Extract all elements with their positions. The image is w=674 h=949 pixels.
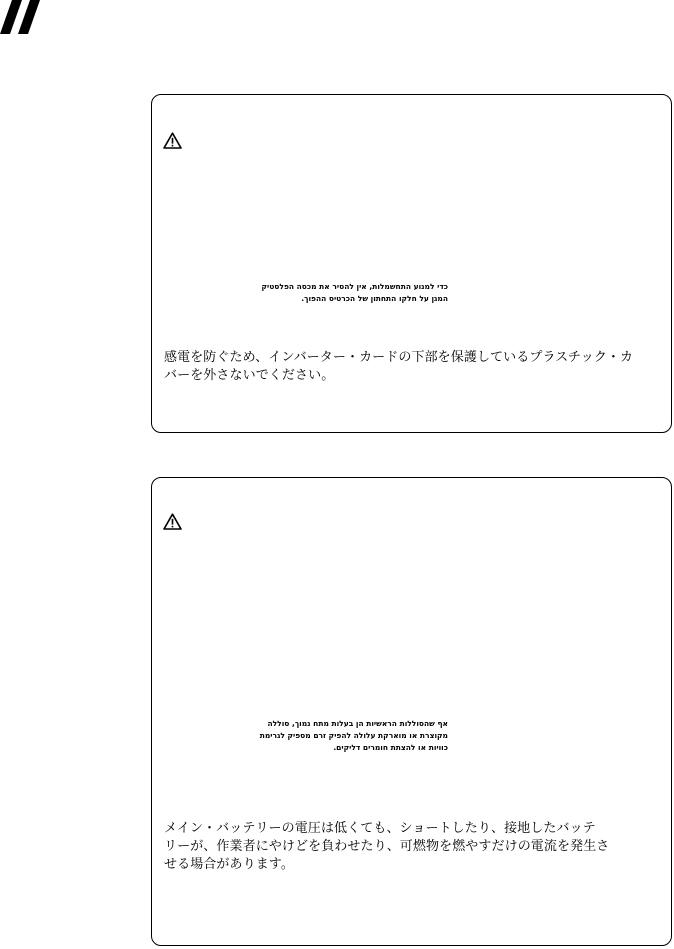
japanese-line: せる場合があります。	[164, 857, 294, 872]
japanese-line: リーが、作業者にやけどを負わせたり、可燃物を燃やすだけの電流を発生さ	[164, 839, 610, 854]
japanese-line: 感電を防ぐため、インバーター・カードの下部を保護しているプラスチック・カ	[164, 350, 634, 365]
warning-triangle-icon	[163, 513, 182, 530]
hebrew-line: כוויות או להצתת חומרים דליקים.	[333, 743, 448, 752]
japanese-warning-text	[164, 820, 634, 874]
warning-triangle-icon	[163, 132, 182, 149]
japanese-line: メイン・バッテリーの電圧は低くても、ショートしたり、接地したバッテ	[164, 821, 596, 836]
hebrew-line: המגן על חלקו התחתון של הכרטיס ההפוך.	[301, 294, 448, 303]
double-slash-logo-icon	[0, 0, 44, 34]
hebrew-line: אף שהסוללות הראשיות הן בעלות מתח נמוך, סוללה	[267, 719, 448, 728]
japanese-line: バーを外さないでください。	[164, 368, 335, 383]
hebrew-line: כדי למנוע התחשמלות, אין להסיר את מכסה הפלסטיק	[261, 282, 448, 291]
japanese-warning-text	[164, 349, 664, 385]
shock-warning-notice	[151, 94, 672, 433]
hebrew-warning-text	[260, 718, 448, 754]
battery-warning-notice	[151, 477, 672, 946]
hebrew-warning-text	[261, 281, 448, 305]
hebrew-line: מקוצרת או מוארקת עלולה להפיק זרם מספיק לגרימת	[259, 731, 448, 740]
